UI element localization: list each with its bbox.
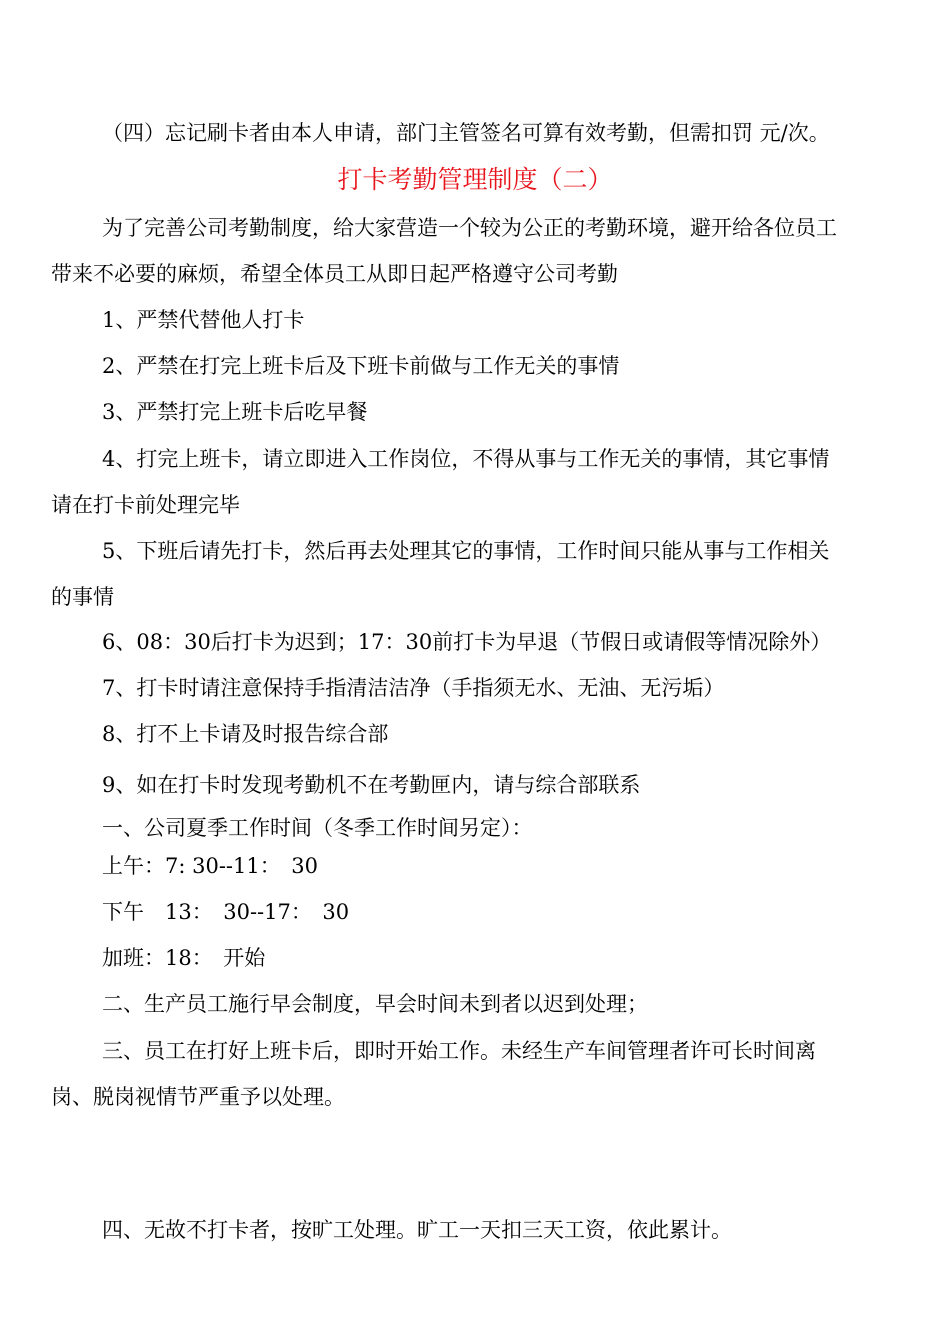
rule-5-line-2: 的事情 [51,585,114,609]
rule-1: 1、严禁代替他人打卡 [102,308,305,332]
section-4: 四、无故不打卡者，按旷工处理。旷工一天扣三天工资，依此累计。 [102,1218,732,1242]
rule-4-line-2: 请在打卡前处理完毕 [51,493,240,517]
section-3-line-2: 岗、脱岗视情节严重予以处理。 [51,1085,345,1109]
rule-9: 9、如在打卡时发现考勤机不在考勤匣内，请与综合部联系 [102,773,641,797]
rule-8: 8、打不上卡请及时报告综合部 [102,722,389,746]
rule-5-line-1: 5、下班后请先打卡，然后再去处理其它的事情，工作时间只能从事与工作相关 [102,539,830,563]
page-title: 打卡考勤管理制度（二） [337,165,613,194]
rule-3: 3、严禁打完上班卡后吃早餐 [102,400,368,424]
rule-7: 7、打卡时请注意保持手指清洁洁净（手指须无水、无油、无污垢） [102,676,725,700]
overtime-start: 加班：18： 开始 [102,946,266,970]
intro-line-2: 带来不必要的麻烦，希望全体员工从即日起严格遵守公司考勤 [51,262,618,286]
section-2: 二、生产员工施行早会制度，早会时间未到者以迟到处理； [102,992,648,1016]
rule-4-line-1: 4、打完上班卡，请立即进入工作岗位，不得从事与工作无关的事情，其它事情 [102,447,830,471]
section-1-heading: 一、公司夏季工作时间（冬季工作时间另定）： [102,816,533,840]
rule-6: 6、08：30后打卡为迟到；17：30前打卡为早退（节假日或请假等情况除外） [102,630,832,654]
afternoon-hours: 下午 13： 30--17： 30 [102,900,350,924]
section-3-line-1: 三、员工在打好上班卡后，即时开始工作。未经生产车间管理者许可长时间离 [102,1039,816,1063]
rule-2: 2、严禁在打完上班卡后及下班卡前做与工作无关的事情 [102,354,620,378]
intro-line-1: 为了完善公司考勤制度，给大家营造一个较为公正的考勤环境，避开给各位员工 [102,216,837,240]
morning-hours: 上午：7: 30--11： 30 [102,854,318,878]
pre-paragraph: （四）忘记刷卡者由本人申请，部门主管签名可算有效考勤，但需扣罚 元/次。 [102,121,830,145]
